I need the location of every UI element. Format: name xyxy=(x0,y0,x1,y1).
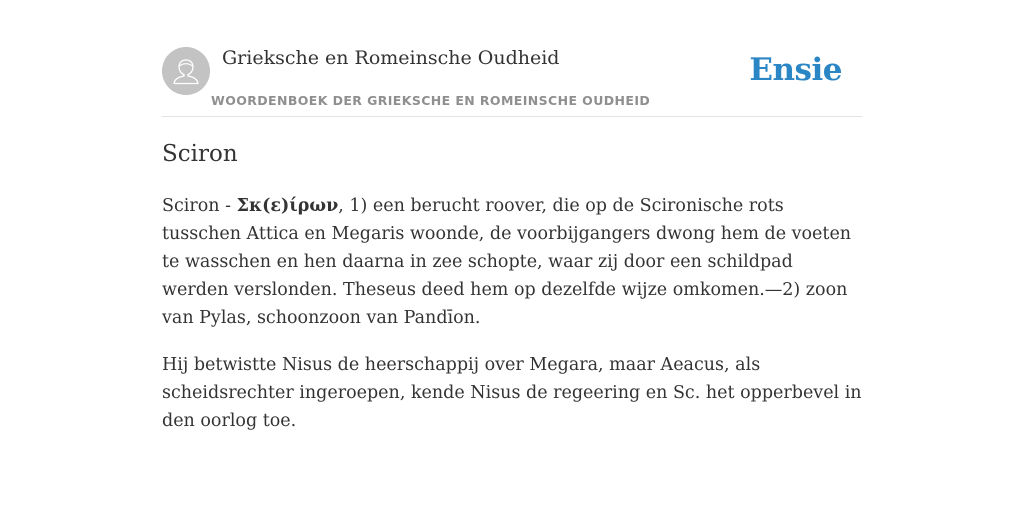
source-title[interactable]: Grieksche en Romeinsche Oudheid xyxy=(222,47,560,69)
entry-paragraph-text: , 1) een berucht roover, die op de Scironische rots tusschen Attica en Megaris woonde, de voorbijgangers dwong hem de voeten te wasschen en hen daarna in zee schopte, waar zij door een schildpad werden verslonden. Theseus deed hem op dezelfde wijze omkomen.—2) zoon van Pylas, schoonzoon van Pandīon. xyxy=(162,196,852,328)
greek-term: Σκ(ε)ίρων xyxy=(236,196,339,216)
entry-title: Sciron xyxy=(162,141,238,167)
brand-logo-link[interactable]: Ensie xyxy=(749,52,842,88)
entry-body xyxy=(162,192,862,454)
user-icon xyxy=(162,47,210,95)
entry-paragraph xyxy=(162,192,862,332)
source-header xyxy=(162,46,862,117)
source-subtitle: WOORDENBOEK DER GRIEKSCHE EN ROMEINSCHE OUDHEID xyxy=(211,93,651,108)
entry-lead: Sciron - xyxy=(162,196,237,216)
entry-paragraph: Hij betwistte Nisus de heerschappij over Megara, maar Aeacus, als scheidsrechter ingeroepen, kende Nisus de regeering en Sc. het opperbevel in den oorlog toe. xyxy=(162,355,862,431)
